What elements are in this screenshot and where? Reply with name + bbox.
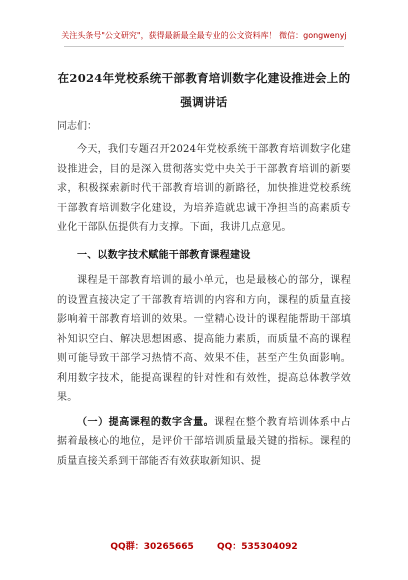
header-banner: 关注头条号"公文研究"，获得最新最全最专业的公文资料库！ 微信：gongwenyj [61,31,347,40]
footer-contact [0,539,408,552]
subsection-text: 课程在整个教育培训体系中占据着最核心的地位，是评价干部培训质量最关键的指标。课程的质量直接关系到干部能否有效获取新知识、提 [57,416,351,467]
subsection-paragraph [57,413,351,472]
document-body [57,140,351,471]
salutation: 同志们： [57,121,97,132]
intro-paragraph: 今天，我们专题召开2024年党校系统干部教育培训数字化建设推进会，目的是深入贯彻落实党中央关于干部教育培训的新要求，积极探索新时代干部教育培训的新路径，加快推进党校系统干部教育培训数字化建设，为培养造就忠诚干净担当的高素质专业化干部队伍提供有力支撑。下面，我讲几点意见。 [57,144,351,233]
footer-qq-group: QQ群：30265665 [110,542,194,552]
section-paragraph: 课程是干部教育培训的最小单元，也是最核心的部分，课程的设置直接决定了干部教育培训的内容和方向，课程的质量直接影响着干部教育培训的效果。一堂精心设计的课程能帮助干部填补知识空白、解决思想困惑、提高能力素质，而质量不高的课程则可能导致干部学习热情不高、效果不佳，甚至产生负面影响。利用数字技术，能提高课程的针对性和有效性，提高总体教学效果。 [57,275,351,403]
section-heading: 一、以数字技术赋能干部教育课程建设 [77,249,251,261]
subsection-heading: （一）提高课程的数字含量。 [77,416,215,428]
document-title: 在2024年党校系统干部教育培训数字化建设推进会上的强调讲话 [57,71,351,109]
footer-qq: QQ：535304092 [216,542,298,552]
header-divider [64,46,344,47]
